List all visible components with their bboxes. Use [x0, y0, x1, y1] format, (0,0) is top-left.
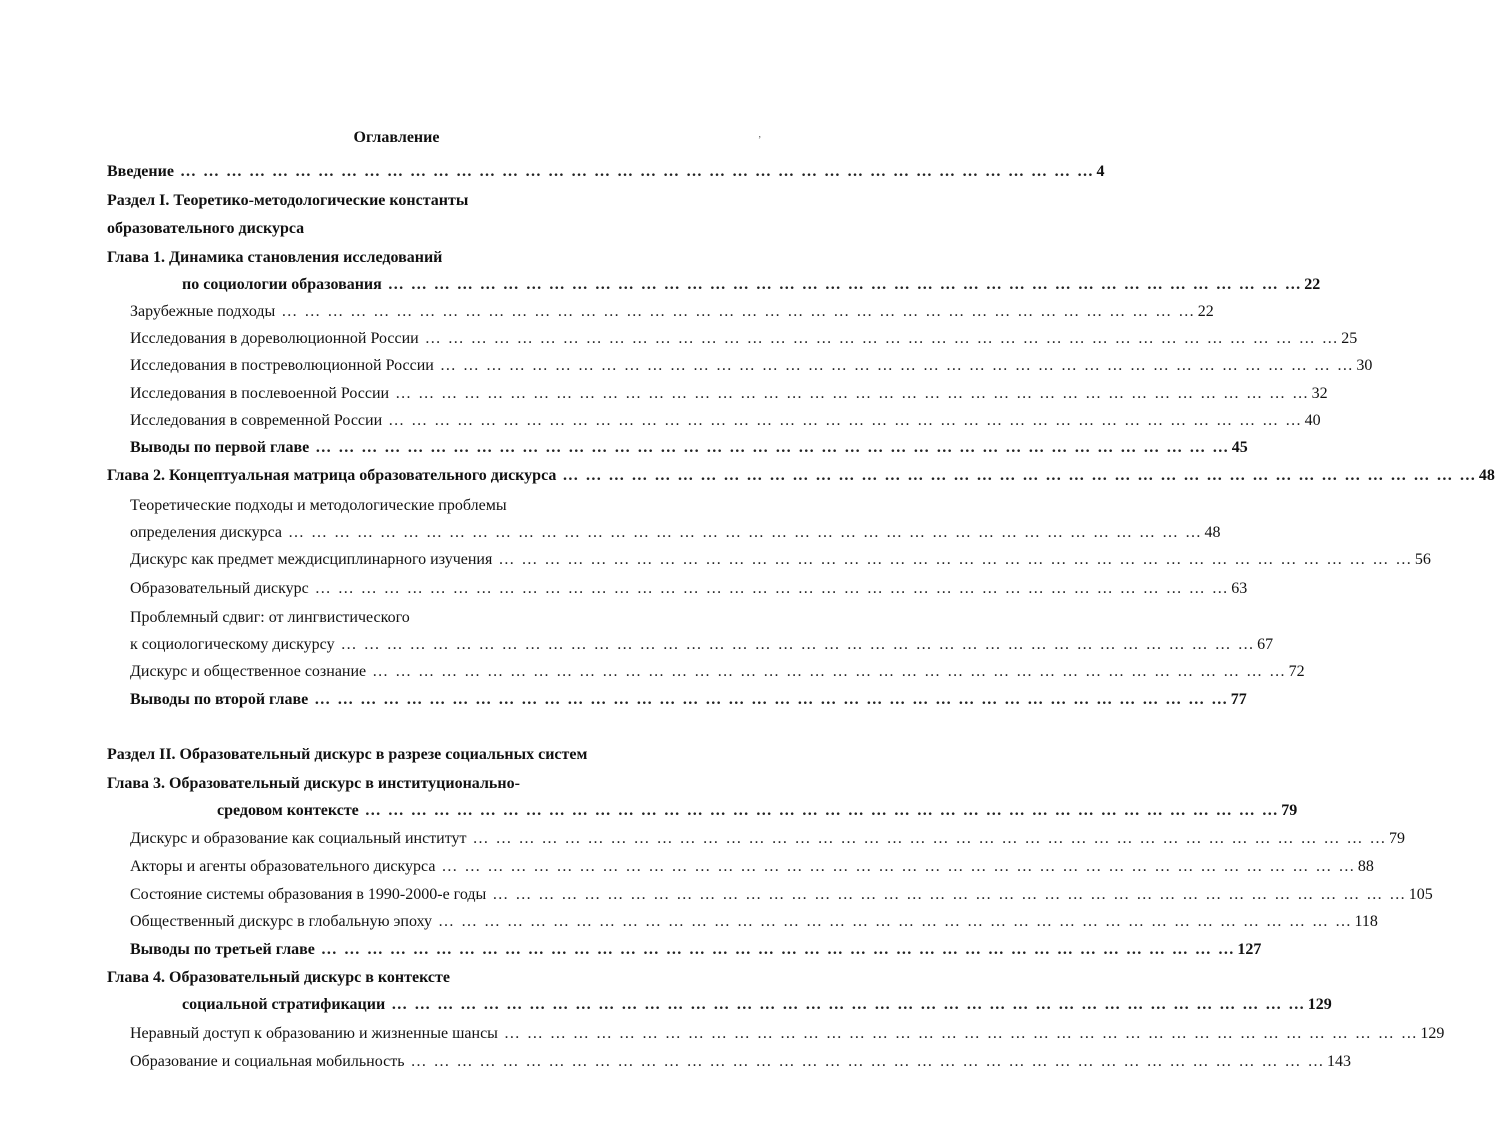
entry-text: Неравный доступ к образованию и жизненные шансы — [130, 1025, 498, 1042]
entry-page: 118 — [1354, 913, 1378, 930]
dot-leader: … … … … … … … … … … … … … … … … … … … … … … … … … … … … … … … … … … … … … … … … — [498, 551, 1413, 568]
dot-leader: … … … … … … … … … … … … … … … … … … … … … … … … … … … … … … … … … … … … … … … … — [439, 357, 1355, 374]
entry-page: 79 — [1389, 830, 1406, 847]
entry-page: 127 — [1237, 941, 1262, 958]
dot-leader: … … … … … … … … … … … … … … … … … … … … … … … … … … … … … … … … … … … … … … … … — [320, 941, 1236, 958]
entry-page: 67 — [1257, 636, 1274, 653]
entry-text: определения дискурса — [130, 524, 283, 541]
toc-entry — [130, 408, 1321, 434]
dot-leader: … … … … … … … … … … … … … … … … … … … … … … … … … … … … … … … … … … … … … … … … — [314, 691, 1229, 708]
toc-entry — [130, 1049, 1351, 1075]
toc-chapter — [182, 992, 1332, 1018]
entry-page: 129 — [1420, 1025, 1445, 1042]
entry-text: Раздел II. Образовательный дискурс в разрезе социальных систем — [107, 746, 588, 763]
dot-leader: … … … … … … … … … … … … … … … … … … … … … … … … … … … … … … … … … … … … … … … … — [288, 524, 1203, 541]
entry-page: 56 — [1414, 551, 1431, 568]
entry-text: Раздел I. Теоретико-методологические константы — [107, 192, 469, 209]
toc-chapter — [107, 965, 707, 991]
dot-leader: … … … … … … … … … … … … … … … … … … … … … … … … … … … … … … … … … … … … … … … … — [314, 580, 1230, 597]
toc-entry — [130, 826, 1406, 852]
scan-mark: ʼ — [758, 135, 762, 146]
dot-leader: … … … … … … … … … … … … … … … … … … … … … … … … … … … … … … … … … … … … … … … … — [424, 330, 1340, 347]
entry-text: Акторы и агенты образовательного дискурса — [130, 858, 436, 875]
toc-entry — [130, 326, 1358, 352]
toc-entry — [130, 854, 1374, 880]
entry-page: 48 — [1204, 524, 1221, 541]
entry-text: Состояние системы образования в 1990-2000-е годы — [130, 886, 487, 903]
toc-entry — [130, 937, 1262, 963]
entry-page: 72 — [1288, 663, 1305, 680]
dot-leader: … … … … … … … … … … … … … … … … … … … … … … … … … … … … … … … … … … … … … … … … — [387, 276, 1303, 293]
toc-entry — [130, 299, 1214, 325]
dot-leader: … … … … … … … … … … … … … … … … … … … … … … … … … … … … … … … … … … … … … … … … — [281, 303, 1196, 320]
entry-page: 40 — [1304, 412, 1321, 429]
dot-leader: … … … … … … … … … … … … … … … … … … … … … … … … … … … … … … … … … … … … … … … … — [391, 996, 1306, 1013]
toc-entry — [107, 159, 1105, 185]
toc-chapter — [182, 272, 1321, 298]
toc-chapter — [107, 463, 1495, 489]
toc-entry — [130, 493, 697, 519]
dot-leader: … … … … … … … … … … … … … … … … … … … … … … … … … … … … … … … … … … … … … … … … — [179, 163, 1095, 180]
entry-page: 105 — [1408, 886, 1433, 903]
dot-leader: … … … … … … … … … … … … … … … … … … … … … … … … … … … … … … … … … … … … … … … … — [410, 1053, 1325, 1070]
entry-text: Исследования в постреволюционной России — [130, 357, 434, 374]
toc-entry — [130, 353, 1373, 379]
entry-text: Образование и социальная мобильность — [130, 1053, 405, 1070]
toc-section — [107, 742, 697, 768]
entry-page: 77 — [1230, 691, 1247, 708]
entry-page: 63 — [1231, 580, 1248, 597]
entry-page: 30 — [1356, 357, 1373, 374]
toc-entry — [130, 576, 1248, 602]
entry-text: Глава 2. Концептуальная матрица образовательного дискурса — [107, 467, 557, 484]
entry-text: Выводы по первой главе — [130, 439, 310, 456]
entry-text: Глава 3. Образовательный дискурс в институционально- — [107, 775, 520, 792]
entry-text: образовательного дискурса — [107, 220, 305, 237]
toc-entry — [130, 632, 1274, 658]
entry-page: 4 — [1096, 163, 1105, 180]
entry-text: Исследования в дореволюционной России — [130, 330, 419, 347]
dot-leader: … … … … … … … … … … … … … … … … … … … … … … … … … … … … … … … … … … … … … … … … — [492, 886, 1407, 903]
entry-text: Глава 4. Образовательный дискурс в контексте — [107, 969, 450, 986]
entry-text: Общественный дискурс в глобальную эпоху — [130, 913, 432, 930]
entry-page: 88 — [1357, 858, 1374, 875]
entry-page: 143 — [1327, 1053, 1351, 1070]
entry-text: Исследования в современной России — [130, 412, 383, 429]
entry-text: Глава 1. Динамика становления исследований — [107, 249, 443, 266]
entry-text: к социологическому дискурсу — [130, 636, 335, 653]
dot-leader: … … … … … … … … … … … … … … … … … … … … … … … … … … … … … … … … … … … … … … … … — [503, 1025, 1419, 1042]
entry-text: по социологии образования — [182, 276, 382, 293]
entry-text: Образовательный дискурс — [130, 580, 309, 597]
entry-text: средовом контексте — [217, 802, 359, 819]
dot-leader: … … … … … … … … … … … … … … … … … … … … … … … … … … … … … … … … … … … … … … … … — [372, 663, 1287, 680]
entry-text: Дискурс как предмет междисциплинарного изучения — [130, 551, 493, 568]
entry-text: Выводы по второй главе — [130, 691, 309, 708]
toc-entry — [130, 659, 1305, 685]
page-title: Оглавление — [353, 129, 440, 146]
entry-text: Зарубежные подходы — [130, 303, 276, 320]
entry-text: Дискурс и общественное сознание — [130, 663, 367, 680]
toc-entry — [130, 909, 1378, 935]
dot-leader: … … … … … … … … … … … … … … … … … … … … … … … … … … … … … … … … … … … … … … … … — [388, 412, 1303, 429]
entry-page: 45 — [1231, 439, 1248, 456]
entry-text: Выводы по третьей главе — [130, 941, 315, 958]
toc-section — [107, 188, 692, 214]
dot-leader: … … … … … … … … … … … … … … … … … … … … … … … … … … … … … … … … … … … … … … … … — [315, 439, 1230, 456]
dot-leader: … … … … … … … … … … … … … … … … … … … … … … … … … … … … … … … … … … … … … … … … — [441, 858, 1356, 875]
entry-page: 79 — [1281, 802, 1298, 819]
entry-page: 129 — [1307, 996, 1332, 1013]
entry-text: Дискурс и образование как социальный институт — [130, 830, 467, 847]
dot-leader: … … … … … … … … … … … … … … … … … … … … … … … … … … … … … … … … … … … … … … … … — [340, 636, 1256, 653]
dot-leader: … … … … … … … … … … … … … … … … … … … … … … … … … … … … … … … … … … … … … … … … — [364, 802, 1280, 819]
entry-page: 48 — [1478, 467, 1495, 484]
toc-chapter — [107, 245, 692, 271]
entry-text: Теоретические подходы и методологические проблемы — [130, 497, 507, 514]
toc-entry — [130, 435, 1248, 461]
toc-entry — [130, 547, 1431, 573]
toc-entry — [130, 605, 697, 631]
toc-chapter — [107, 771, 697, 797]
dot-leader: … … … … … … … … … … … … … … … … … … … … … … … … … … … … … … … … … … … … … … … … — [472, 830, 1388, 847]
toc-entry — [130, 381, 1328, 407]
entry-page: 32 — [1311, 385, 1328, 402]
entry-page: 25 — [1341, 330, 1358, 347]
dot-leader: … … … … … … … … … … … … … … … … … … … … … … … … … … … … … … … … … … … … … … … … — [437, 913, 1353, 930]
toc-entry — [130, 882, 1433, 908]
entry-text: социальной стратификации — [182, 996, 386, 1013]
toc-section — [107, 216, 692, 242]
entry-text: Проблемный сдвиг: от лингвистического — [130, 609, 410, 626]
toc-entry — [130, 687, 1247, 713]
toc-entry — [130, 1021, 1445, 1047]
dot-leader: … … … … … … … … … … … … … … … … … … … … … … … … … … … … … … … … … … … … … … … … — [562, 467, 1477, 484]
toc-entry — [130, 520, 1221, 546]
entry-page: 22 — [1197, 303, 1214, 320]
dot-leader: … … … … … … … … … … … … … … … … … … … … … … … … … … … … … … … … … … … … … … … … — [395, 385, 1310, 402]
entry-text: Исследования в послевоенной России — [130, 385, 390, 402]
entry-text: Введение — [107, 163, 174, 180]
toc-chapter — [217, 798, 1298, 824]
entry-page: 22 — [1304, 276, 1321, 293]
